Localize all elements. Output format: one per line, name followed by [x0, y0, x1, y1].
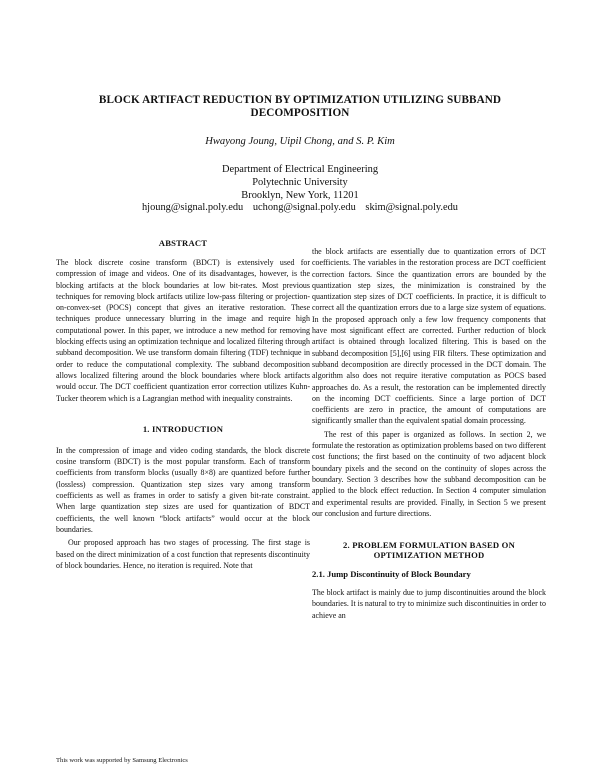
section-2-1-heading: 2.1. Jump Discontinuity of Block Boundary — [312, 569, 471, 580]
paper-authors: Hwayong Joung, Uipil Chong, and S. P. Kim — [205, 136, 395, 147]
section-2-heading: 2. PROBLEM FORMULATION BASED ON OPTIMIZATION METHOD — [343, 540, 515, 561]
paper-title: BLOCK ARTIFACT REDUCTION BY OPTIMIZATION UTILIZING SUBBAND DECOMPOSITION — [98, 94, 502, 119]
introduction-paragraph-4: The rest of this paper is organized as follows. In section 2, we formulate the restoration as optimization problems based on two different cost functions; the first based on the continuity of two adjacent block boundary pixels and the second on the continuity of slopes across the boundary. Section 3 describes how the subband decomposition can be applied to the block effect reduction. In Section 4 computer simulation and experimental results are provided. Finally, in Section 5 we present our conclusion and furture directions. — [312, 429, 546, 518]
affiliation-block — [80, 164, 520, 215]
left-column — [56, 238, 310, 571]
funding-footnote: This work was supported by Samsung Electronics — [56, 757, 188, 764]
affiliation-department: Department of Electrical Engineering — [221, 164, 379, 175]
abstract-heading: ABSTRACT — [158, 238, 208, 248]
introduction-heading: 1. INTRODUCTION — [142, 423, 224, 434]
affiliation-address: Brooklyn, New York, 11201 — [241, 189, 359, 201]
affiliation-university: Polytechnic University — [252, 176, 348, 188]
introduction-paragraph-2: Our proposed approach has two stages of processing. The first stage is based on the direct minimization of a cost function that represents discontinuity of block boundaries. Hence, no iteration is required. Note that — [56, 538, 310, 570]
right-column — [312, 246, 546, 621]
section-2-1-paragraph: The block artifact is mainly due to jump discontinuities around the block boundaries. It is natural to try to minimize such discontinuities in order to achieve an — [312, 588, 546, 620]
abstract-text: The block discrete cosine transform (BDCT) is extensively used for compression of image and videos. One of its disadvantages, however, is the blocking artifacts at the block boundaries at low bit-rates. Most previous techniques for removing block artifacts utilize low-pass filtering or projection-on-convex-set (POCS) concept that gives an iterative restoration. These techniques produce unnecessary blurring in the image and require high computational power. In this paper, we introduce a new method for removing blocking effects using an optimization technique and localized filtering through subband decomposition. We use transform domain filtering (TDF) technique in order to reduce the computational complexity. The subband decomposition allows localized filtering around the block boundaries where block artifacts would occur. The DCT coefficient quantization error correction utilizes Kuhn-Tucker theorem which is a Lagrangian method with inequality constraints. — [56, 258, 310, 403]
introduction-paragraph-1: In the compression of image and video coding standards, the block discrete cosine transform (BDCT) is the most popular transform. Each of transform coefficients from transform blocks (usually 8×8) are quantized before further (lossless) compression. Quantization step sizes vary among transform coefficients as well as frames in order to satisfy a given bit-rate constraint. When large quantization step sizes are used for quantization of BDCT coefficients, the well known “block artifacts” would occur at the block boundaries. — [56, 445, 310, 534]
introduction-paragraph-3: the block artifacts are essentially due to quantization errors of DCT coefficients. The variables in the restoration process are DCT coefficient correction factors. Since the quantization errors are bounded by the quantization step sizes, the minimization is constrained by the quantization step sizes of DCT coefficients. In practice, it is difficult to correct all the quantization errors due to a large size system of equations. In the proposed approach only a few low frequency components that have most significant effect are corrected. Further reduction of block artifact is obtained through localized filtering. This is based on the subband decomposition [5],[6] using FIR filters. These optimization and subband decomposition are directly processed in the DCT domain. The algorithm also does not require iterative computation as POCS based approaches do. As a result, the restoration can be implemented directly on the incoming DCT coefficients. Since a large portion of DCT coefficients are zero in practice, the amount of computations are significantly smaller than the equivalent spatial domain processing. — [312, 247, 546, 426]
affiliation-emails: hjoung@signal.poly.edu uchong@signal.poly.edu skim@signal.poly.edu — [141, 202, 458, 214]
